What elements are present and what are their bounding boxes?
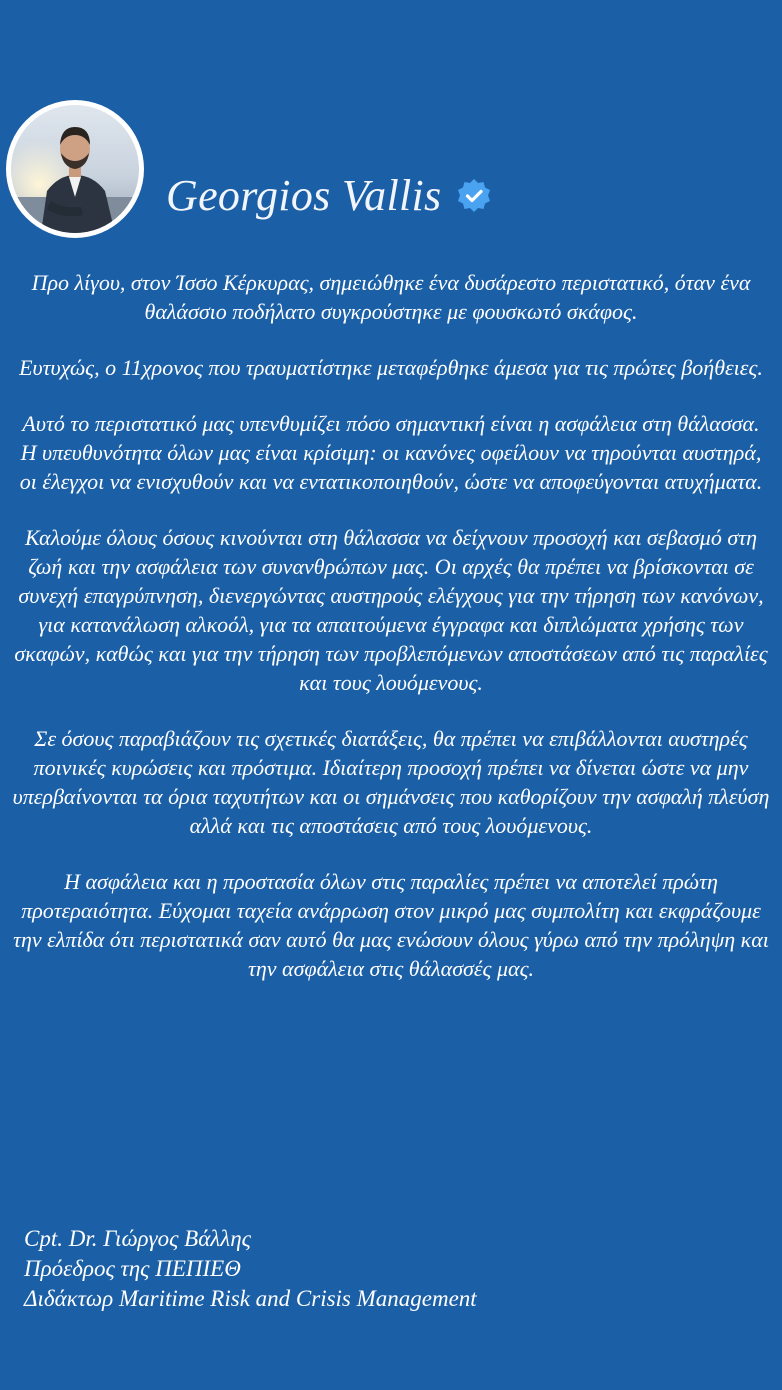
profile-header (166, 166, 493, 226)
paragraph-2: Ευτυχώς, ο 11χρονος που τραυματίστηκε μεταφέρθηκε άμεσα για τις πρώτες βοήθειες. (19, 355, 763, 380)
paragraph-4: Καλούμε όλους όσους κινούνται στη θάλασσα να δείχνουν προσοχή και σεβασμό στη ζωή και την ασφάλεια των συνανθρώπων μας. Οι αρχές θα πρέπει να βρίσκονται σε συνεχή επαγρύπνηση, διενεργώντας αυστηρούς ελέγχους για την τήρηση των κανόνων, για κατανάλωση αλκοόλ, για τα απαιτούμενα έγγραφα και διπλώματα χρήσης των σκαφών, καθώς και για την τήρηση των προβλεπόμενων αποστάσεων από τις παραλίες και τους λουόμενους. (14, 525, 768, 695)
avatar-photo-icon (11, 105, 139, 233)
signature-credential: Διδάκτωρ Maritime Risk and Crisis Management (24, 1286, 477, 1311)
verified-badge-icon (455, 177, 493, 215)
signature-block (24, 1224, 477, 1314)
paragraph-1: Προ λίγου, στον Ίσσο Κέρκυρας, σημειώθηκε ένα δυσάρεστο περιστατικό, όταν ένα θαλάσσιο ποδήλατο συγκρούστηκε με φουσκωτό σκάφος. (31, 270, 751, 324)
profile-avatar[interactable] (6, 100, 144, 238)
signature-title: Πρόεδρος της ΠΕΠΙΕΘ (24, 1256, 241, 1281)
paragraph-5: Σε όσους παραβιάζουν τις σχετικές διατάξεις, θα πρέπει να επιβάλλονται αυστηρές ποινικές κυρώσεις και πρόστιμα. Ιδιαίτερη προσοχή πρέπει να δίνεται ώστε να μην υπερβαίνονται τα όρια ταχυτήτων και οι σημάνσεις που καθορίζουν την ασφαλή πλεύση αλλά και τις αποστάσεις από τους λουόμενους. (12, 726, 770, 838)
signature-name: Cpt. Dr. Γιώργος Βάλλης (24, 1226, 251, 1251)
paragraph-3: Αυτό το περιστατικό μας υπενθυμίζει πόσο σημαντική είναι η ασφάλεια στη θάλασσα. Η υπευθυνότητα όλων μας είναι κρίσιμη: οι κανόνες οφείλουν να τηρούνται αυστηρά, οι έλεγχοι να ενισχυθούν και να εντατικοποιηθούν, ώστε να αποφεύγονται ατυχήματα. (19, 411, 763, 494)
profile-name[interactable]: Georgios Vallis (166, 171, 442, 220)
profile-photo (11, 105, 139, 233)
paragraph-6: Η ασφάλεια και η προστασία όλων στις παραλίες πρέπει να αποτελεί πρώτη προτεραιότητα. Εύχομαι ταχεία ανάρρωση στον μικρό μας συμπολίτη και εκφράζουμε την ελπίδα ότι περιστατικά σαν αυτό θα μας ενώσουν όλους γύρω από την πρόληψη και την ασφάλεια στις θάλασσές μας. (13, 869, 769, 981)
post-body (12, 268, 770, 1010)
